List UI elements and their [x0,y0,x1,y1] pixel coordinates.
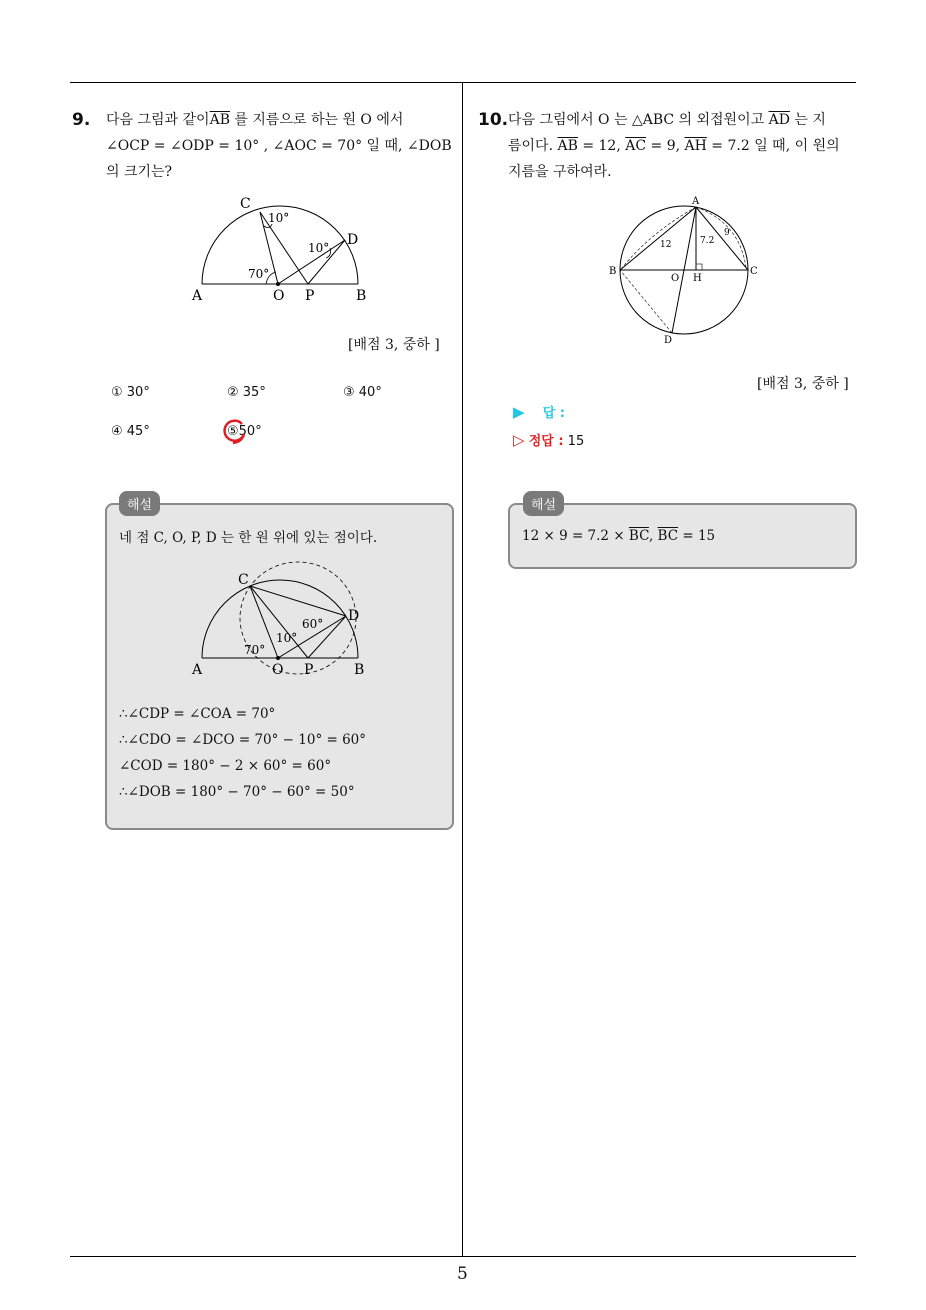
q9-fig-label-o: O [273,288,285,304]
q10-fig-label-o: O [671,273,680,284]
q10-fig-length-9: 9 [724,228,730,238]
q9-segment-ab: $\overline{AB}$ [209,112,230,128]
q10-correct-row [513,430,584,449]
q10-explanation-tag: 해설 [523,491,564,516]
q10-fig-label-d: D [664,335,673,346]
q10-question-text [508,107,858,185]
q10-segment-ac: $\overline{AC}$ [625,138,647,154]
bottom-rule [70,1256,856,1257]
q9-exp-fig-label-c: C [238,572,249,588]
correct-arrow-icon: ▷ [513,431,525,449]
q10-segment-ab: $\overline{AB}$ [557,138,578,154]
q9-exp-fig-label-p: P [304,662,314,678]
q9-explanation-figure [188,556,378,680]
q9-figure [180,190,380,308]
q9-exp-fig-angle-10: 10° [276,631,298,645]
q9-fig-label-c: C [240,196,251,212]
q9-fig-label-d: D [347,232,359,248]
q9-line1: 다음 그림과 같이$\overline{AB}$ 를 지름으로 하는 원 O 에서 [106,112,404,128]
q9-explanation-line1: 네 점 C, O, P, D 는 한 원 위에 있는 점이다. [119,530,378,546]
q10-segment-ah: $\overline{AH}$ [684,138,707,154]
q10-figure [600,193,770,349]
q9-explanation-step1: ∴∠CDP = ∠COA = 70° [119,706,276,722]
q10-number: 10. [478,110,509,130]
q10-fig-length-72: 7.2 [700,236,715,246]
column-divider [462,82,463,1257]
q9-exp-fig-label-b: B [354,662,365,678]
q9-fig-label-b: B [356,288,367,304]
top-rule [70,82,856,83]
q10-answer-row [513,402,565,421]
q9-fig-label-a: A [192,288,203,304]
q10-explanation-line: $12 \times 9 = 7.2 \times \overline{BC}$, $\overline{BC} = 15$ [522,528,716,544]
q9-choice-3[interactable]: ③ 40° [343,385,382,400]
q9-line2: ∠OCP = ∠ODP = 10° , ∠AOC = 70° 일 때, ∠DOB [106,138,452,154]
q9-fig-angle-10b: 10° [308,241,330,255]
q9-exp-fig-angle-60: 60° [302,617,324,631]
q9-exp-fig-angle-70: 70° [244,643,266,657]
q10-correct-value: 15 [567,434,585,449]
page-number: 5 [457,1264,468,1284]
answer-mark-circle-icon [218,416,248,446]
q9-question-text [106,107,458,185]
q9-score: [배점 3, 중하 ] [348,337,440,353]
q9-choice-5-value: 50° [238,424,262,439]
q9-number: 9. [72,110,91,130]
q10-fig-length-12: 12 [660,240,672,250]
q10-correct-label: 정답 : [528,434,564,449]
q9-exp-fig-label-a: A [192,662,203,678]
q9-explanation-step3: ∠COD = 180° − 2 × 60° = 60° [119,758,332,774]
q9-fig-angle-70: 70° [248,267,270,281]
q9-explanation-step2: ∴∠CDO = ∠DCO = 70° − 10° = 60° [119,732,367,748]
q10-fig-label-c: C [750,266,758,277]
q10-fig-label-a: A [692,196,700,207]
q9-choice-2[interactable]: ② 35° [227,385,266,400]
q9-fig-angle-10a: 10° [268,211,290,225]
q9-explanation-step4: ∴∠DOB = 180° − 70° − 60° = 50° [119,784,355,800]
q10-score: [배점 3, 중하 ] [757,376,849,392]
q9-exp-fig-label-d: D [348,608,360,624]
q10-segment-ad: $\overline{AD}$ [768,112,790,128]
q9-choice-1[interactable]: ① 30° [111,385,150,400]
q10-fig-label-h: H [693,273,702,284]
q9-choice-5-marker: ⑤ [227,424,239,439]
answer-arrow-icon: ▶ [513,403,525,421]
q9-choice-4[interactable]: ④ 45° [111,424,150,439]
q10-line1: 다음 그림에서 O 는 △ABC 의 외접원이고 $\overline{AD}$ 는 지 [508,112,826,128]
q10-fig-label-b: B [609,266,617,277]
q9-exp-fig-label-o: O [272,662,284,678]
q10-line3: 지름을 구하여라. [508,164,612,180]
q9-line3: 의 크기는? [106,164,173,180]
q9-fig-label-p: P [305,288,315,304]
q10-line2: 름이다. $\overline{AB} = 12$, $\overline{AC} = 9$, $\overline{AH} = 7.2$ 일 때, 이 원의 [508,138,840,154]
q10-answer-label: 답 : [542,406,565,421]
q9-explanation-tag: 해설 [119,491,160,516]
